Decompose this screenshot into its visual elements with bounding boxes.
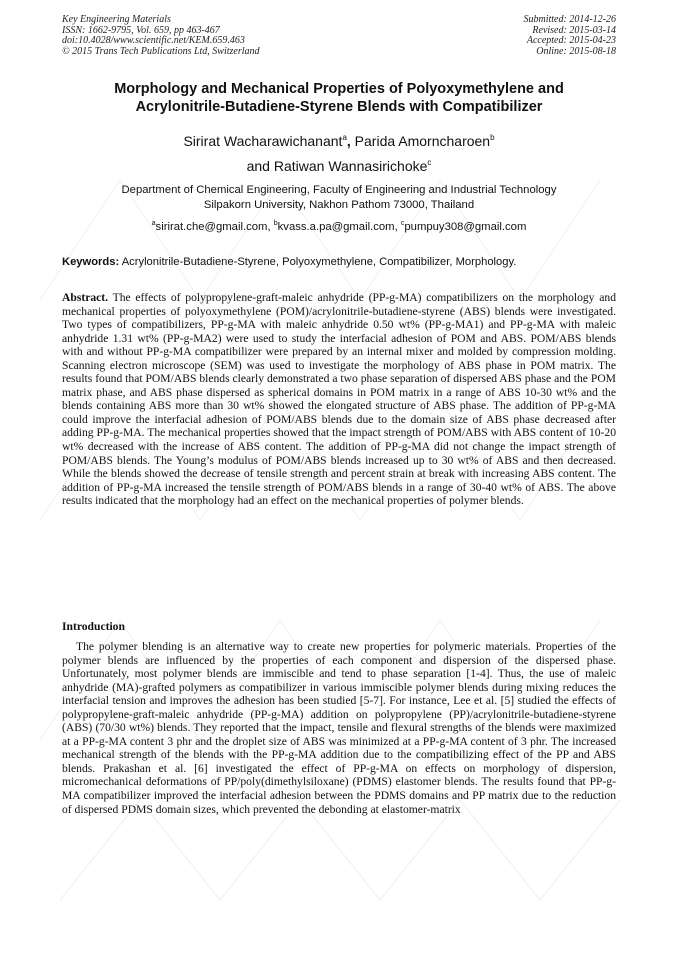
journal-issn: ISSN: 1662-9795, Vol. 659, pp 463-467 [62,24,220,36]
journal-info [62,15,260,57]
date-online: Online: 2015-08-18 [536,45,616,57]
keywords-label: Keywords: [62,256,120,268]
author-emails [40,220,638,234]
email-a-mark: a [151,220,156,227]
authors-line-1 [40,131,638,151]
affiliation-line-2: Silpakorn University, Nakhon Pathom 73000, Thailand [203,198,475,211]
date-submitted: Submitted: 2014-12-26 [523,14,616,25]
author-2-affil-mark: b [490,133,495,142]
publication-dates [524,15,617,57]
abstract-label: Abstract. [62,291,109,304]
author-3-affil-mark: c [427,158,432,167]
author-separator: , [346,133,355,149]
date-revised: Revised: 2015-03-14 [532,24,616,36]
abstract-text: The effects of polypropylene-graft-maleic anhydride (PP-g-MA) compatibilizers on the morphology and mechanical properties of polyoxymethylene (POM)/acrylonitrile-butadiene-styrene (ABS) blends were investigated. Two types of compatibilizers, PP-g-MA with maleic anhydride 0.50 wt% (PP-g-MA1) and PP-g-MA with maleic anhydride 1.31 wt% (PP-g-MA2) were used to study the interfacial adhesion of POM and ABS. POM/ABS blends with and without PP-g-MA compatibilizer were prepared by an internal mixer and molded by compression molding. Scanning electron microscope (SEM) was used to investigate the morphology of ABS phase in POM matrix. The results found that POM/ABS blends clearly demonstrated a two phase separation of dispersed ABS phase and the POM matrix phase, and ABS phase dispersed as spherical domains in POM matrix in a range of ABS 10-30 wt% and the blends containing ABS more than 30 wt% showed the elongated structure of ABS phase. The addition of PP-g-MA could improve the interfacial adhesion of POM/ABS blends due to the domain size of ABS phase decreased after adding PP-g-MA. The mechanical properties showed that the impact strength of POM/ABS with ABS content of 10-20 wt% decreased with the increase of ABS content. The addition of PP-g-MA did not change the impact strength of POM/ABS blends. The Young’s modulus of POM/ABS blends increased up to 30 wt% of ABS and then decreased. While the blends showed the decrease of tensile strength and percent strain at break with increasing ABS content. The addition of PP-g-MA increased the tensile strength of POM/ABS blends in a range of 30-40 wt% of ABS. The above results indicated that the morphology had an effect on the mechanical properties of polymer blends. [62,291,616,508]
title-line-2: Acrylonitrile-Butadiene-Styrene Blends with Compatibilizer [135,99,543,115]
author-1-affil-mark: a [342,133,347,142]
email-b: kvass.a.pa@gmail.com, [277,221,401,233]
journal-name: Key Engineering Materials [62,14,171,25]
author-conjunction: and [246,158,274,174]
date-accepted: Accepted: 2015-04-23 [526,35,616,47]
email-c: pumpuy308@gmail.com [404,221,527,233]
email-b-mark: b [273,220,278,227]
keywords-text: Acrylonitrile-Butadiene-Styrene, Polyoxymethylene, Compatibilizer, Morphology. [119,256,517,268]
title-line-1: Morphology and Mechanical Properties of Polyoxymethylene and [114,81,564,97]
keywords [62,255,618,269]
authors-line-2 [40,156,638,176]
affiliation [40,183,638,212]
email-a: sirirat.che@gmail.com, [155,221,274,233]
journal-doi: doi:10.4028/www.scientific.net/KEM.659.463 [62,35,245,47]
author-1: Sirirat Wacharawichanant [183,133,343,149]
section-heading-introduction: Introduction [62,620,125,633]
author-3: Ratiwan Wannasirichoke [273,158,428,174]
journal-copyright: © 2015 Trans Tech Publications Ltd, Switzerland [62,45,260,57]
abstract [62,291,616,508]
email-c-mark: c [400,220,405,227]
author-2: Parida Amorncharoen [354,133,491,149]
paper-title [40,80,638,116]
introduction-paragraph: The polymer blending is an alternative way to create new properties for polymeric materials. Properties of the polymer blends are influenced by the properties of each component and dispersion of the dispersed phase. Unfortunately, most polymer blends are immiscible and tend to phase separation [1-4]. Thus, the use of maleic anhydride (MA)-grafted polymers as compatibilizer in various immiscible polymer blends during mixing reduces the interfacial tension and improves the adhesion has been studied [5-7]. For instance, Lee et al. [5] studied the effects of polypropylene-graft-maleic anhydride (PP-g-MA) addition on polypropylene (PP)/acrylonitrile-butadiene-styrene (ABS) (70/30 wt%) blends. They reported that the impact, tensile and flexural strengths of the blends were maximized at a PP-g-MA content 3 phr and the droplet size of ABS was minimized at a PP-g-MA content of 3 phr. The increased mechanical strength of the blends with the PP-g-MA addition due to the compatibilizing effect of the PP and ABS blends. Prakashan et al. [6] investigated the effect of PP-g-MA on effects on morphology of dispersion, micromechanical deformations of PP/poly(dimethylsiloxane) (PDMS) elastomer blends. The results found that PP-g-MA compatibilizer improved the interfacial adhesion between the PDMS domains and PP matrix due to the reduction of dispersed PDMS domain sizes, which prevented the debonding at elastomer-matrix [62,640,616,816]
affiliation-line-1: Department of Chemical Engineering, Faculty of Engineering and Industrial Technology [121,184,557,196]
